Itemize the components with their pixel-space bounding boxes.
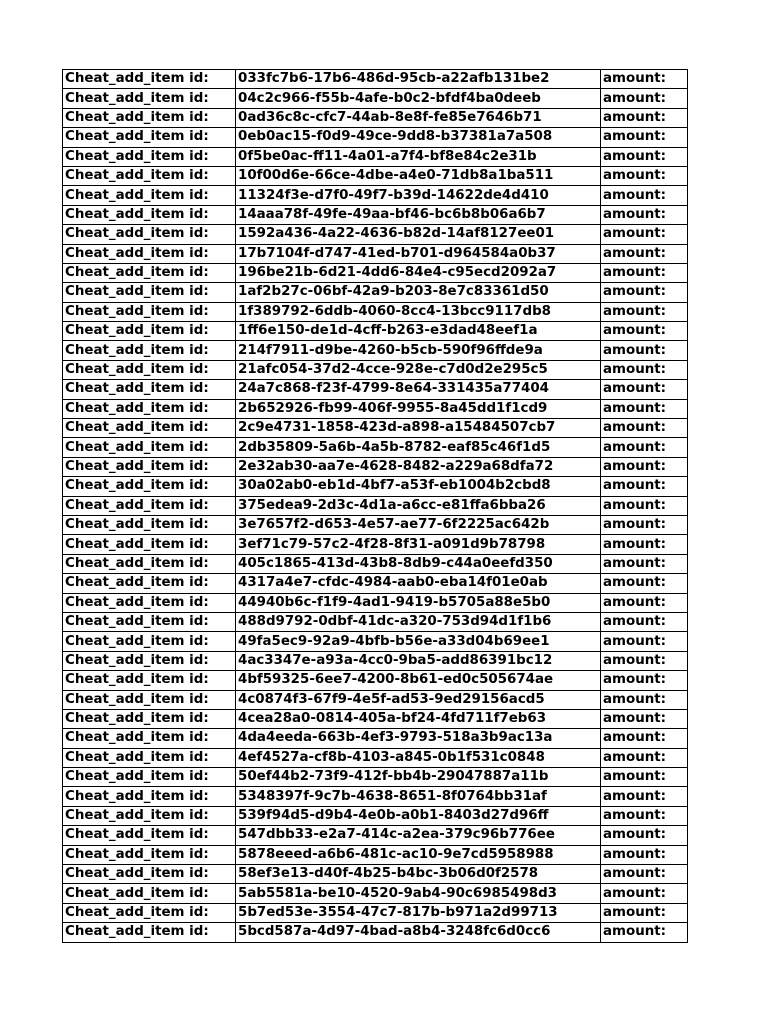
item-id-cell: 30a02ab0-eb1d-4bf7-a53f-eb1004b2cbd8 — [236, 477, 601, 496]
item-id-cell: 405c1865-413d-43b8-8db9-c44a0eefd350 — [236, 554, 601, 573]
cheat-label-cell: Cheat_add_item id: — [63, 263, 236, 282]
amount-label-cell: amount: — [601, 457, 688, 476]
item-id-cell: 1592a436-4a22-4636-b82d-14af8127ee01 — [236, 225, 601, 244]
item-id-cell: 033fc7b6-17b6-486d-95cb-a22afb131be2 — [236, 70, 601, 89]
amount-label-cell: amount: — [601, 865, 688, 884]
amount-label-cell: amount: — [601, 380, 688, 399]
item-id-cell: 21afc054-37d2-4cce-928e-c7d0d2e295c5 — [236, 360, 601, 379]
cheat-label-cell: Cheat_add_item id: — [63, 322, 236, 341]
cheat-label-cell: Cheat_add_item id: — [63, 70, 236, 89]
table-row — [63, 787, 688, 806]
amount-label-cell: amount: — [601, 419, 688, 438]
cheat-label-cell: Cheat_add_item id: — [63, 690, 236, 709]
amount-label-cell: amount: — [601, 496, 688, 515]
table-row — [63, 457, 688, 476]
table-row — [63, 380, 688, 399]
cheat-label-cell: Cheat_add_item id: — [63, 477, 236, 496]
amount-label-cell: amount: — [601, 360, 688, 379]
item-id-cell: 4da4eeda-663b-4ef3-9793-518a3b9ac13a — [236, 729, 601, 748]
cheat-label-cell: Cheat_add_item id: — [63, 729, 236, 748]
table-row — [63, 419, 688, 438]
cheat-label-cell: Cheat_add_item id: — [63, 632, 236, 651]
cheat-label-cell: Cheat_add_item id: — [63, 128, 236, 147]
item-id-cell: 488d9792-0dbf-41dc-a320-753d94d1f1b6 — [236, 612, 601, 631]
amount-label-cell: amount: — [601, 302, 688, 321]
amount-label-cell: amount: — [601, 923, 688, 942]
cheat-label-cell: Cheat_add_item id: — [63, 341, 236, 360]
cheat-label-cell: Cheat_add_item id: — [63, 787, 236, 806]
item-id-cell: 4ef4527a-cf8b-4103-a845-0b1f531c0848 — [236, 748, 601, 767]
amount-label-cell: amount: — [601, 632, 688, 651]
cheat-label-cell: Cheat_add_item id: — [63, 419, 236, 438]
cheat-label-cell: Cheat_add_item id: — [63, 865, 236, 884]
item-id-cell: 5ab5581a-be10-4520-9ab4-90c6985498d3 — [236, 884, 601, 903]
item-id-cell: 5878eeed-a6b6-481c-ac10-9e7cd5958988 — [236, 845, 601, 864]
item-id-table-body — [63, 70, 688, 943]
cheat-label-cell: Cheat_add_item id: — [63, 923, 236, 942]
table-row — [63, 748, 688, 767]
item-id-cell: 547dbb33-e2a7-414c-a2ea-379c96b776ee — [236, 826, 601, 845]
amount-label-cell: amount: — [601, 787, 688, 806]
cheat-label-cell: Cheat_add_item id: — [63, 671, 236, 690]
table-row — [63, 923, 688, 942]
item-id-cell: 50ef44b2-73f9-412f-bb4b-29047887a11b — [236, 768, 601, 787]
table-row — [63, 341, 688, 360]
table-row — [63, 515, 688, 534]
amount-label-cell: amount: — [601, 515, 688, 534]
table-row — [63, 768, 688, 787]
cheat-label-cell: Cheat_add_item id: — [63, 166, 236, 185]
item-id-cell: 2c9e4731-1858-423d-a898-a15484507cb7 — [236, 419, 601, 438]
table-row — [63, 496, 688, 515]
item-id-cell: 196be21b-6d21-4dd6-84e4-c95ecd2092a7 — [236, 263, 601, 282]
item-id-cell: 3ef71c79-57c2-4f28-8f31-a091d9b78798 — [236, 535, 601, 554]
table-row — [63, 166, 688, 185]
amount-label-cell: amount: — [601, 322, 688, 341]
item-id-cell: 0ad36c8c-cfc7-44ab-8e8f-fe85e7646b71 — [236, 108, 601, 127]
cheat-label-cell: Cheat_add_item id: — [63, 89, 236, 108]
cheat-label-cell: Cheat_add_item id: — [63, 438, 236, 457]
table-row — [63, 535, 688, 554]
amount-label-cell: amount: — [601, 147, 688, 166]
table-row — [63, 884, 688, 903]
amount-label-cell: amount: — [601, 884, 688, 903]
amount-label-cell: amount: — [601, 70, 688, 89]
amount-label-cell: amount: — [601, 826, 688, 845]
table-row — [63, 322, 688, 341]
cheat-label-cell: Cheat_add_item id: — [63, 574, 236, 593]
item-id-cell: 3e7657f2-d653-4e57-ae77-6f2225ac642b — [236, 515, 601, 534]
table-row — [63, 244, 688, 263]
amount-label-cell: amount: — [601, 612, 688, 631]
amount-label-cell: amount: — [601, 651, 688, 670]
amount-label-cell: amount: — [601, 89, 688, 108]
cheat-label-cell: Cheat_add_item id: — [63, 399, 236, 418]
cheat-label-cell: Cheat_add_item id: — [63, 186, 236, 205]
amount-label-cell: amount: — [601, 128, 688, 147]
cheat-label-cell: Cheat_add_item id: — [63, 380, 236, 399]
amount-label-cell: amount: — [601, 283, 688, 302]
item-id-cell: 5bcd587a-4d97-4bad-a8b4-3248fc6d0cc6 — [236, 923, 601, 942]
table-row — [63, 438, 688, 457]
item-id-cell: 4bf59325-6ee7-4200-8b61-ed0c505674ae — [236, 671, 601, 690]
cheat-label-cell: Cheat_add_item id: — [63, 225, 236, 244]
cheat-label-cell: Cheat_add_item id: — [63, 709, 236, 728]
amount-label-cell: amount: — [601, 244, 688, 263]
amount-label-cell: amount: — [601, 903, 688, 922]
cheat-label-cell: Cheat_add_item id: — [63, 147, 236, 166]
amount-label-cell: amount: — [601, 845, 688, 864]
table-row — [63, 263, 688, 282]
item-id-cell: 4317a4e7-cfdc-4984-aab0-eba14f01e0ab — [236, 574, 601, 593]
amount-label-cell: amount: — [601, 263, 688, 282]
amount-label-cell: amount: — [601, 535, 688, 554]
item-id-cell: 1af2b27c-06bf-42a9-b203-8e7c83361d50 — [236, 283, 601, 302]
cheat-label-cell: Cheat_add_item id: — [63, 593, 236, 612]
item-id-cell: 58ef3e13-d40f-4b25-b4bc-3b06d0f2578 — [236, 865, 601, 884]
cheat-label-cell: Cheat_add_item id: — [63, 826, 236, 845]
item-id-cell: 0f5be0ac-ff11-4a01-a7f4-bf8e84c2e31b — [236, 147, 601, 166]
cheat-label-cell: Cheat_add_item id: — [63, 360, 236, 379]
table-row — [63, 632, 688, 651]
cheat-label-cell: Cheat_add_item id: — [63, 496, 236, 515]
cheat-label-cell: Cheat_add_item id: — [63, 651, 236, 670]
amount-label-cell: amount: — [601, 593, 688, 612]
table-row — [63, 826, 688, 845]
item-id-cell: 539f94d5-d9b4-4e0b-a0b1-8403d27d96ff — [236, 806, 601, 825]
amount-label-cell: amount: — [601, 205, 688, 224]
item-id-cell: 17b7104f-d747-41ed-b701-d964584a0b37 — [236, 244, 601, 263]
table-row — [63, 186, 688, 205]
item-id-cell: 4c0874f3-67f9-4e5f-ad53-9ed29156acd5 — [236, 690, 601, 709]
amount-label-cell: amount: — [601, 748, 688, 767]
cheat-label-cell: Cheat_add_item id: — [63, 748, 236, 767]
amount-label-cell: amount: — [601, 399, 688, 418]
item-id-cell: 04c2c966-f55b-4afe-b0c2-bfdf4ba0deeb — [236, 89, 601, 108]
table-row — [63, 593, 688, 612]
table-row — [63, 845, 688, 864]
table-row — [63, 147, 688, 166]
table-row — [63, 690, 688, 709]
item-id-cell: 0eb0ac15-f0d9-49ce-9dd8-b37381a7a508 — [236, 128, 601, 147]
amount-label-cell: amount: — [601, 108, 688, 127]
table-row — [63, 729, 688, 748]
cheat-label-cell: Cheat_add_item id: — [63, 283, 236, 302]
cheat-label-cell: Cheat_add_item id: — [63, 884, 236, 903]
table-row — [63, 903, 688, 922]
item-id-cell: 4cea28a0-0814-405a-bf24-4fd711f7eb63 — [236, 709, 601, 728]
table-row — [63, 128, 688, 147]
item-id-table — [62, 69, 688, 943]
cheat-label-cell: Cheat_add_item id: — [63, 515, 236, 534]
cheat-label-cell: Cheat_add_item id: — [63, 903, 236, 922]
amount-label-cell: amount: — [601, 438, 688, 457]
table-row — [63, 574, 688, 593]
table-row — [63, 205, 688, 224]
amount-label-cell: amount: — [601, 341, 688, 360]
amount-label-cell: amount: — [601, 671, 688, 690]
cheat-label-cell: Cheat_add_item id: — [63, 845, 236, 864]
amount-label-cell: amount: — [601, 806, 688, 825]
item-id-cell: 2b652926-fb99-406f-9955-8a45dd1f1cd9 — [236, 399, 601, 418]
table-row — [63, 108, 688, 127]
item-id-cell: 5b7ed53e-3554-47c7-817b-b971a2d99713 — [236, 903, 601, 922]
table-row — [63, 225, 688, 244]
item-id-cell: 1f389792-6ddb-4060-8cc4-13bcc9117db8 — [236, 302, 601, 321]
amount-label-cell: amount: — [601, 225, 688, 244]
cheat-label-cell: Cheat_add_item id: — [63, 244, 236, 263]
amount-label-cell: amount: — [601, 709, 688, 728]
item-id-cell: 14aaa78f-49fe-49aa-bf46-bc6b8b06a6b7 — [236, 205, 601, 224]
table-row — [63, 554, 688, 573]
cheat-label-cell: Cheat_add_item id: — [63, 457, 236, 476]
table-row — [63, 283, 688, 302]
item-id-cell: 375edea9-2d3c-4d1a-a6cc-e81ffa6bba26 — [236, 496, 601, 515]
cheat-label-cell: Cheat_add_item id: — [63, 768, 236, 787]
table-row — [63, 70, 688, 89]
table-row — [63, 612, 688, 631]
item-id-cell: 44940b6c-f1f9-4ad1-9419-b5705a88e5b0 — [236, 593, 601, 612]
table-row — [63, 651, 688, 670]
table-row — [63, 671, 688, 690]
amount-label-cell: amount: — [601, 477, 688, 496]
table-row — [63, 477, 688, 496]
amount-label-cell: amount: — [601, 166, 688, 185]
item-id-cell: 2e32ab30-aa7e-4628-8482-a229a68dfa72 — [236, 457, 601, 476]
cheat-label-cell: Cheat_add_item id: — [63, 535, 236, 554]
item-id-cell: 4ac3347e-a93a-4cc0-9ba5-add86391bc12 — [236, 651, 601, 670]
item-id-cell: 11324f3e-d7f0-49f7-b39d-14622de4d410 — [236, 186, 601, 205]
item-id-cell: 10f00d6e-66ce-4dbe-a4e0-71db8a1ba511 — [236, 166, 601, 185]
item-id-cell: 49fa5ec9-92a9-4bfb-b56e-a33d04b69ee1 — [236, 632, 601, 651]
amount-label-cell: amount: — [601, 768, 688, 787]
table-row — [63, 806, 688, 825]
amount-label-cell: amount: — [601, 554, 688, 573]
table-row — [63, 89, 688, 108]
cheat-label-cell: Cheat_add_item id: — [63, 302, 236, 321]
amount-label-cell: amount: — [601, 729, 688, 748]
cheat-label-cell: Cheat_add_item id: — [63, 554, 236, 573]
item-id-cell: 2db35809-5a6b-4a5b-8782-eaf85c46f1d5 — [236, 438, 601, 457]
table-row — [63, 865, 688, 884]
item-id-cell: 1ff6e150-de1d-4cff-b263-e3dad48eef1a — [236, 322, 601, 341]
amount-label-cell: amount: — [601, 690, 688, 709]
table-row — [63, 399, 688, 418]
table-row — [63, 302, 688, 321]
table-row — [63, 360, 688, 379]
cheat-label-cell: Cheat_add_item id: — [63, 205, 236, 224]
cheat-label-cell: Cheat_add_item id: — [63, 806, 236, 825]
cheat-label-cell: Cheat_add_item id: — [63, 108, 236, 127]
amount-label-cell: amount: — [601, 186, 688, 205]
amount-label-cell: amount: — [601, 574, 688, 593]
item-id-cell: 5348397f-9c7b-4638-8651-8f0764bb31af — [236, 787, 601, 806]
cheat-label-cell: Cheat_add_item id: — [63, 612, 236, 631]
table-row — [63, 709, 688, 728]
item-id-cell: 214f7911-d9be-4260-b5cb-590f96ffde9a — [236, 341, 601, 360]
item-id-cell: 24a7c868-f23f-4799-8e64-331435a77404 — [236, 380, 601, 399]
